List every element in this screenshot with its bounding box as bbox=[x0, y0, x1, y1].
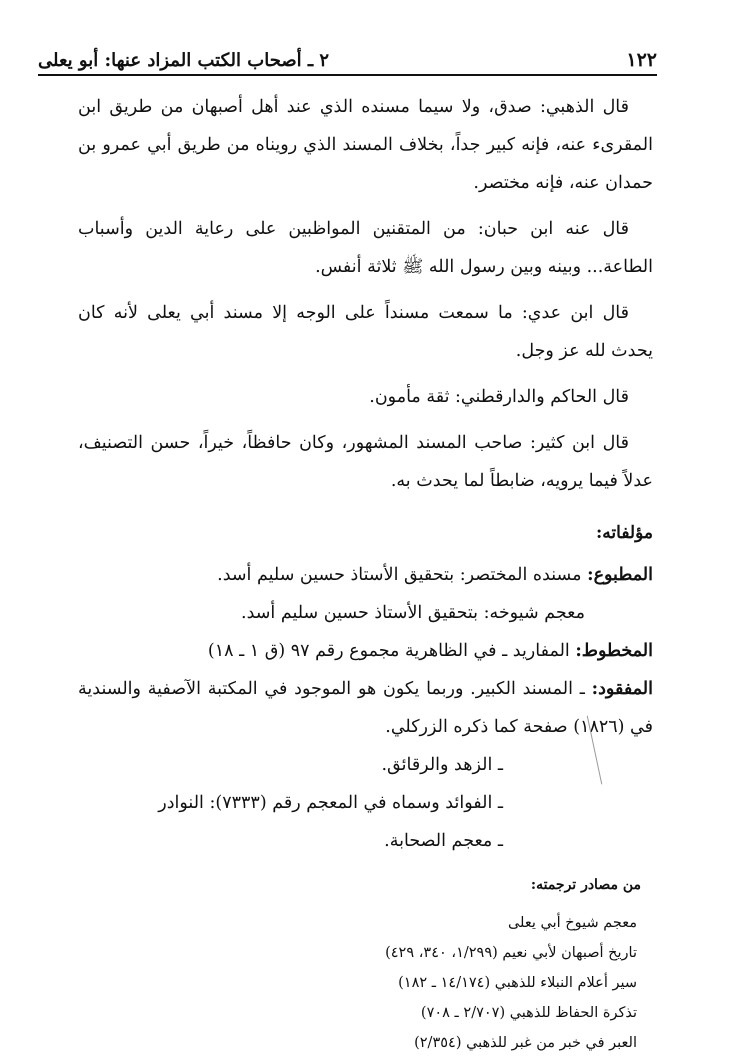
sources-heading: من مصادر ترجمته: bbox=[530, 877, 641, 893]
page-number: ١٢٢ bbox=[626, 49, 657, 71]
source-item: معجم شيوخ أبي يعلى bbox=[507, 915, 637, 931]
source-item: العبر في خبر من غبر للذهبي (٢/٣٥٤) bbox=[414, 1035, 637, 1051]
page-body bbox=[78, 88, 653, 1058]
sources-list bbox=[78, 908, 653, 1058]
lost-item: ـ الفوائد وسماه في المعجم رقم (٧٣٣٣): النوادر bbox=[158, 793, 503, 813]
source-item: سير أعلام النبلاء للذهبي (١٤/١٧٤ ـ ١٨٢) bbox=[398, 975, 637, 991]
paragraph-ibn-hibban: قال عنه ابن حبان: من المتقنين المواظبين على رعاية الدين وأسباب الطاعة... وبينه وبين رسول الله ﷺ ثلاثة أنفس. bbox=[78, 219, 653, 277]
source-item: تاريخ أصبهان لأبي نعيم (١/٢٩٩، ٣٤٠، ٤٢٩) bbox=[385, 945, 637, 961]
work-lost bbox=[78, 670, 653, 746]
running-header bbox=[38, 44, 657, 76]
lost-item: ـ الزهد والرقائق. bbox=[381, 755, 503, 775]
manuscript-label: المخطوط: bbox=[575, 641, 653, 661]
printed-text: مسنده المختصر: بتحقيق الأستاذ حسين سليم أسد. bbox=[217, 565, 582, 585]
paragraph-ibn-adi: قال ابن عدي: ما سمعت مسنداً على الوجه إلا مسند أبي يعلى لأنه كان يحدث لله عز وجل. bbox=[78, 303, 653, 361]
manuscript-text: المفاريد ـ في الظاهرية مجموع رقم ٩٧ (ق ١ ـ ١٨) bbox=[207, 641, 570, 661]
work-manuscript bbox=[78, 632, 653, 670]
paragraph-hakim: قال الحاكم والدارقطني: ثقة مأمون. bbox=[369, 387, 629, 407]
lost-label: المفقود: bbox=[591, 679, 653, 699]
paragraph-ibn-kathir: قال ابن كثير: صاحب المسند المشهور، وكان حافظاً، خيراً، حسن التصنيف، عدلاً فيما يرويه، ضابطاً لما يحدث به. bbox=[78, 433, 653, 491]
lost-text: ـ المسند الكبير. وربما يكون هو الموجود في المكتبة الآصفية والسندية في (١٨٢٦) صفحة كما ذكره الزركلي. bbox=[78, 679, 653, 737]
paragraph-dhahabi: قال الذهبي: صدق، ولا سيما مسنده الذي عند أهل أصبهان من طريق ابن المقرىء عنه، فإنه كبير جداً، بخلاف المسند الذي رويناه من طريق أبي عمرو بن حمدان عنه، فإنه مختصر. bbox=[78, 97, 653, 193]
printed-label: المطبوع: bbox=[587, 565, 653, 585]
works-heading: مؤلفاته: bbox=[596, 523, 653, 543]
header-title: ٢ ـ أصحاب الكتب المزاد عنها: أبو يعلى bbox=[38, 50, 330, 71]
work-printed bbox=[78, 556, 653, 594]
lost-item: ـ معجم الصحابة. bbox=[384, 831, 503, 851]
source-item: تذكرة الحفاظ للذهبي (٢/٧٠٧ ـ ٧٠٨) bbox=[420, 1005, 637, 1021]
work-printed-sub: معجم شيوخه: بتحقيق الأستاذ حسين سليم أسد. bbox=[241, 603, 585, 623]
